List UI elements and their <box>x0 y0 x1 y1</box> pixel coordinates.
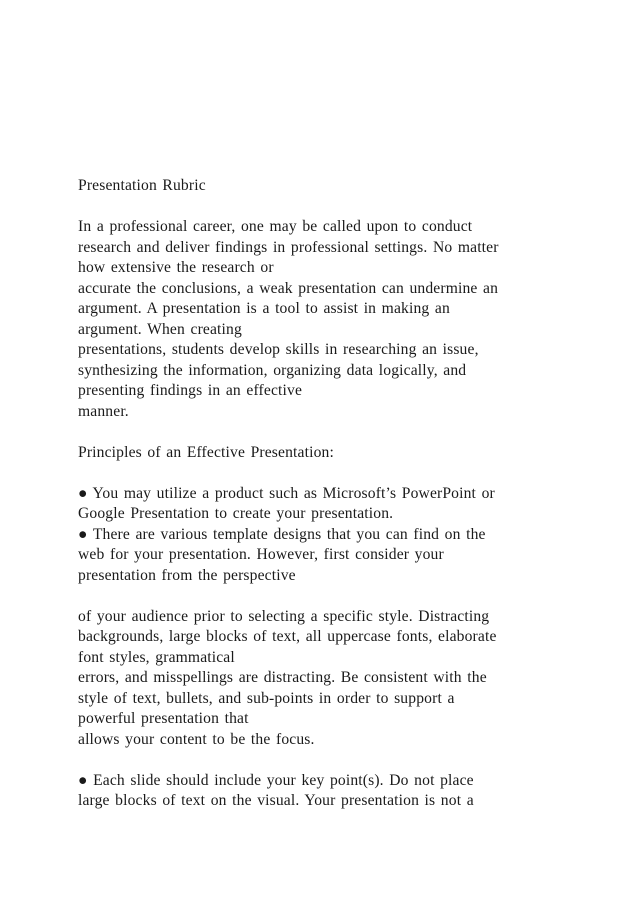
intro-line: manner. <box>78 402 129 420</box>
continuation-line: errors, and misspellings are distracting. Be consistent with the <box>78 669 487 686</box>
bullet-list-part-1 <box>78 484 618 587</box>
document-title: Presentation Rubric <box>78 177 206 194</box>
continuation-line: allows your content to be the focus. <box>78 730 315 748</box>
spacer <box>78 586 618 607</box>
bullet-line: large blocks of text on the visual. Your presentation is not a <box>78 792 474 809</box>
continuation-line: style of text, bullets, and sub-points in order to support a <box>78 689 455 707</box>
intro-line: presenting findings in an effective <box>78 382 303 399</box>
spacer <box>78 197 618 218</box>
bullet-line: web for your presentation. However, first consider your <box>78 546 444 563</box>
continuation-line: of your audience prior to selecting a specific style. Distracting <box>78 607 490 625</box>
bullet-line: ● There are various template designs that you can find on the <box>78 525 486 543</box>
bullet-continuation <box>78 607 618 751</box>
bullet-line: presentation from the perspective <box>78 566 296 584</box>
intro-line: research and deliver findings in professional settings. No matter <box>78 238 499 256</box>
intro-line: argument. When creating <box>78 320 242 338</box>
spacer <box>78 422 618 443</box>
continuation-line: backgrounds, large blocks of text, all uppercase fonts, elaborate <box>78 628 497 645</box>
continuation-line: font styles, grammatical <box>78 648 235 666</box>
section-heading: Principles of an Effective Presentation: <box>78 443 334 461</box>
intro-line: argument. A presentation is a tool to assist in making an <box>78 300 450 317</box>
bullet-line: ● Each slide should include your key point(s). Do not place <box>78 771 474 789</box>
intro-line: how extensive the research or <box>78 259 274 276</box>
intro-line: In a professional career, one may be called upon to conduct <box>78 218 473 235</box>
bullet-line: ● You may utilize a product such as Microsoft’s PowerPoint or <box>78 484 495 502</box>
intro-line: presentations, students develop skills in researching an issue, <box>78 341 479 358</box>
document-body <box>78 176 618 812</box>
bullet-line: Google Presentation to create your presentation. <box>78 505 394 522</box>
spacer <box>78 750 618 771</box>
intro-paragraph <box>78 217 618 422</box>
spacer <box>78 463 618 484</box>
bullet-list-part-2 <box>78 771 618 812</box>
intro-line: synthesizing the information, organizing data logically, and <box>78 361 467 379</box>
continuation-line: powerful presentation that <box>78 710 249 727</box>
intro-line: accurate the conclusions, a weak presentation can undermine an <box>78 279 499 297</box>
